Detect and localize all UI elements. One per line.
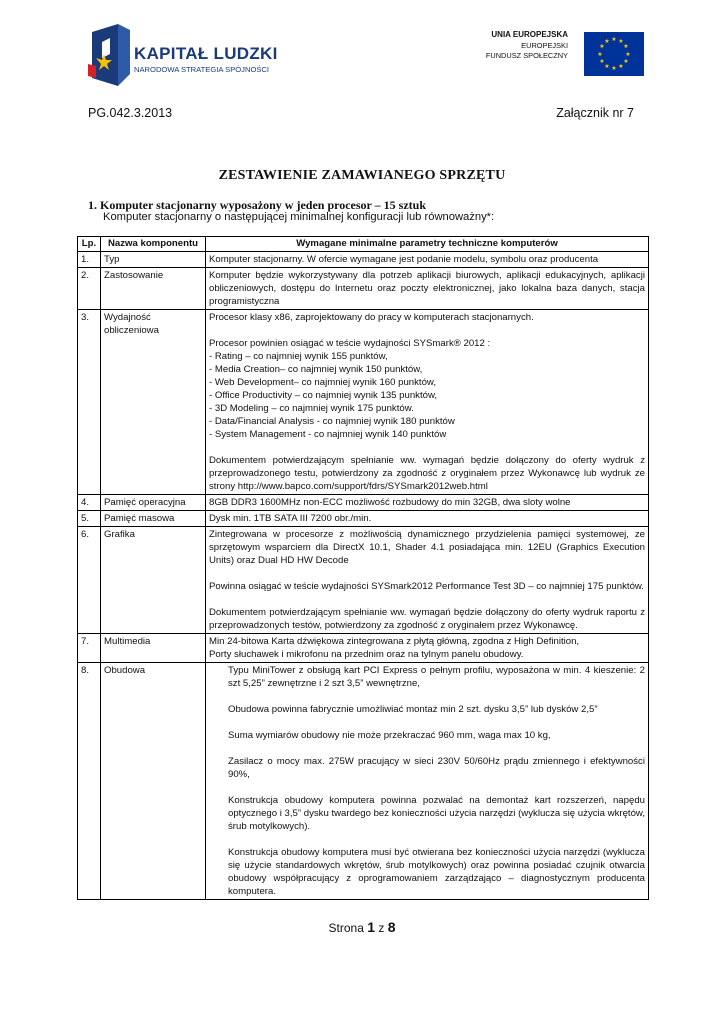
table-row [78,527,649,634]
row-number: 3. [78,310,101,495]
multimedia-list [209,635,645,661]
eu-logo [486,30,646,80]
svg-text:★: ★ [597,51,603,58]
page-header [0,0,724,100]
parameter-text: Dokumentem potwierdzającym spełnianie ww. wymagań będzie dołączony do oferty wydruk z przeprowadzonego testu, potwierdzony za zgodność z oryginałem przez Wykonawcę lub wydruk ze strony http://www.bapco.com/support/fdrs/SYSmark2012web.html [209,455,645,492]
requirements-table [77,236,649,900]
kapital-ludzki-logo [88,24,298,88]
header-component-name: Nazwa komponentu [101,237,206,252]
header-parameters: Wymagane minimalne parametry techniczne komputerów [206,237,649,252]
svg-text:★: ★ [623,58,629,65]
document-reference: PG.042.3.2013 [88,106,173,120]
eu-logo-line2: EUROPEJSKI [521,40,568,50]
eu-flag-icon [584,32,644,76]
parameter-line: Min 24-bitowa Karta dźwiękowa zintegrowana z płytą główną, zgodna z High Definition, [209,636,580,647]
benchmark-line: - Web Development– co najmniej wynik 160 punktów, [209,377,436,388]
table-row [78,252,649,268]
row-component: Pamięć masowa [101,511,206,527]
benchmark-line: - Rating – co najmniej wynik 155 punktów, [209,351,388,362]
parameter-text: Obudowa powinna fabrycznie umożliwiać montaż min 2 szt. dysku 3,5” lub dysków 2,5” [228,704,598,715]
parameter-text: Zintegrowana w procesorze z możliwością dynamicznego przydzielenia pamięci systemowej, ze sprzętowym wsparciem dla DirectX 10.1, Shader 4.1 posiadająca min. 12EU (Graphics Execution Units) oraz Dual HD HW Decode [209,529,645,566]
svg-text:★: ★ [618,38,624,45]
svg-text:★: ★ [611,36,617,43]
row-parameters [206,495,649,511]
row-component: Grafika [101,527,206,634]
row-number: 1. [78,252,101,268]
kapital-ludzki-title: KAPITAŁ LUDZKI [134,44,278,63]
row-parameters [206,634,649,663]
svg-text:★: ★ [618,63,624,70]
parameter-text: Powinna osiągać w teście wydajności SYSmark2012 Performance Test 3D – co najmniej 175 punktów. [209,581,644,592]
benchmark-line: - 3D Modeling – co najmniej wynik 175 punktów. [209,403,414,414]
row-component: Multimedia [101,634,206,663]
parameter-text: Konstrukcja obudowy komputera powinna pozwalać na demontaż kart rozszerzeń, napędu optycznego i 3,5” dysku twardego bez konieczności użycia narzędzi (wyklucza się użycia wkrętów, śrub motylkowych). [228,795,645,832]
attachment-label: Załącznik nr 7 [556,106,634,120]
row-component: Typ [101,252,206,268]
svg-text:★: ★ [611,65,617,72]
document-title: ZESTAWIENIE ZAMAWIANEGO SPRZĘTU [218,168,506,183]
parameter-text: Suma wymiarów obudowy nie może przekraczać 960 mm, waga max 10 kg, [228,730,551,741]
eu-logo-line1: UNIA EUROPEJSKA [491,30,568,39]
table-row [78,663,649,900]
eu-logo-line3: FUNDUSZ SPOŁECZNY [485,51,568,60]
parameter-text: Procesor klasy x86, zaprojektowany do pracy w komputerach stacjonarnych. [209,312,534,323]
benchmark-list [209,337,645,441]
benchmark-line: Procesor powinien osiągać w teście wydajności SYSmark® 2012 : [209,338,491,349]
parameter-text: Typu MiniTower z obsługą kart PCI Express o pełnym profilu, wyposażona w min. 4 kieszenie: 2 szt 5,25” zewnętrzne i 2 szt 3,5” wewnętrzne, [228,665,645,689]
row-parameters [206,511,649,527]
row-number: 7. [78,634,101,663]
table-row [78,268,649,310]
eu-logo-text [486,30,568,62]
row-parameters [206,527,649,634]
benchmark-line: - Media Creation– co najmniej wynik 150 punktów, [209,364,423,375]
kapital-ludzki-subtitle: NARODOWA STRATEGIA SPÓJNOŚCI [134,65,270,74]
row-parameters [206,663,649,900]
row-parameters [206,252,649,268]
row-parameters [206,310,649,495]
svg-text:★: ★ [599,58,605,65]
header-lp: Lp. [78,237,101,252]
parameter-line: Porty słuchawek i mikrofonu na przednim oraz na tylnym panelu obudowy. [209,649,524,660]
parameter-text: Zasilacz o mocy max. 275W pracujący w sieci 230V 50/60Hz prądu zmiennego i efektywności 90%, [228,756,645,780]
page-footer [0,919,724,935]
kapital-ludzki-emblem-icon [88,24,130,86]
parameter-text: Komputer będzie wykorzystywany dla potrzeb aplikacji biurowych, aplikacji edukacyjnych, aplikacji obliczeniowych, dostępu do Internetu oraz poczty elektronicznej, jako lokalna baza danych, stacja programistyczna [209,270,645,307]
benchmark-line: - Office Productivity – co najmniej wynik 135 punktów, [209,390,438,401]
row-parameters [206,268,649,310]
table-row [78,511,649,527]
row-component: Wydajność obliczeniowa [101,310,206,495]
table-row [78,310,649,495]
svg-text:★: ★ [625,51,631,58]
row-number: 2. [78,268,101,310]
section-intro: Komputer stacjonarny o następującej minimalnej konfiguracji lub równoważny*: [103,211,495,223]
table-header-row [78,237,649,252]
parameter-text: Dysk min. 1TB SATA III 7200 obr./min. [209,513,372,524]
row-component: Obudowa [101,663,206,900]
parameter-text: Komputer stacjonarny. W ofercie wymagane jest podanie modelu, symbolu oraz producenta [209,254,599,265]
row-number: 6. [78,527,101,634]
benchmark-line: - Data/Financial Analysis - co najmniej wynik 180 punktów [209,416,455,427]
svg-text:★: ★ [599,43,605,50]
row-component: Zastosowanie [101,268,206,310]
table-row [78,495,649,511]
svg-text:★: ★ [604,63,610,70]
footer-middle: z [375,921,388,935]
svg-text:★: ★ [604,38,610,45]
page-number: 1 [367,919,376,935]
row-number: 5. [78,511,101,527]
table-row [78,634,649,663]
svg-text:★: ★ [623,43,629,50]
parameter-text: Konstrukcja obudowy komputera musi być otwierana bez konieczności użycia narzędzi (wyklucza się użycie standardowych wkrętów, śrub motylkowych) oraz powinna posiadać czujnik otwarcia obudowy współpracujący z oprogramowaniem zarządzająco – diagnostycznym producenta komputera. [228,847,645,897]
row-number: 4. [78,495,101,511]
page-total: 8 [387,919,396,935]
row-component: Pamięć operacyjna [101,495,206,511]
row-number: 8. [78,663,101,900]
parameter-text: 8GB DDR3 1600MHz non-ECC możliwość rozbudowy do min 32GB, dwa sloty wolne [209,497,571,508]
footer-prefix: Strona [328,921,368,935]
parameter-text: Dokumentem potwierdzającym spełnianie ww. wymagań będzie dołączony do oferty wydruk raportu z przeprowadzonych testów, potwierdzony za zgodność z oryginałem przez Wykonawcę. [209,607,645,631]
section-heading: 1. Komputer stacjonarny wyposażony w jeden procesor – 15 sztuk [88,198,426,212]
benchmark-line: - System Management - co najmniej wynik 140 punktów [209,429,447,440]
